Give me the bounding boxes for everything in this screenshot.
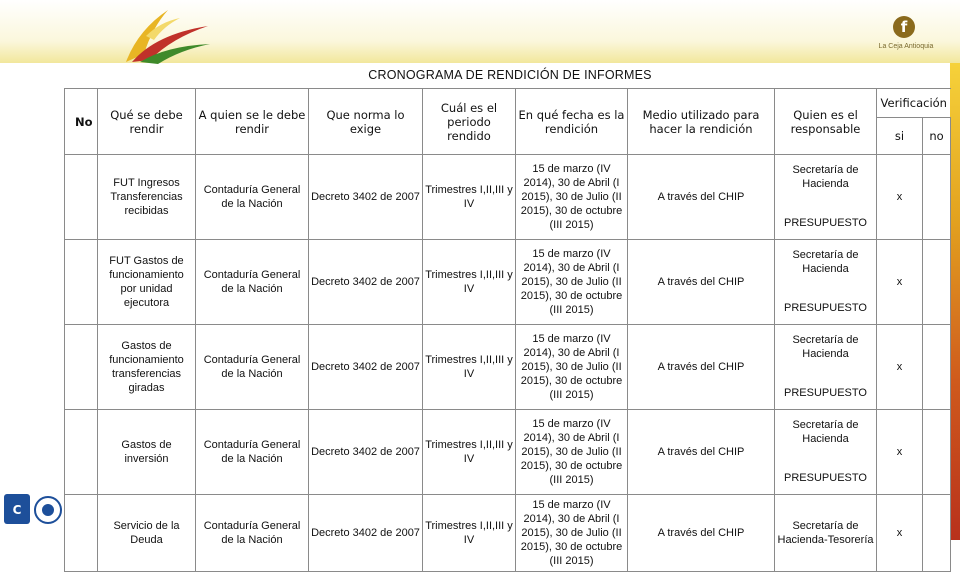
col-header-responsable: Quien es el responsable	[775, 89, 877, 155]
header-banner	[0, 0, 960, 63]
responsable-area: PRESUPUESTO	[784, 472, 867, 484]
cell-quien: Contaduría General de la Nación	[196, 155, 309, 240]
cell-no	[65, 240, 98, 325]
col-header-fecha: En qué fecha es la rendición	[516, 89, 628, 155]
col-header-si: si	[877, 118, 923, 155]
cell-si: x	[877, 325, 923, 410]
cell-si: x	[877, 240, 923, 325]
cell-periodo: Trimestres I,II,III y IV	[423, 410, 516, 495]
svg-text:C: C	[12, 503, 22, 517]
logo-icon	[110, 4, 220, 66]
cell-responsable	[775, 155, 877, 240]
cell-si: x	[877, 155, 923, 240]
cell-que: FUT Gastos de funcionamiento por unidad ejecutora	[98, 240, 196, 325]
cell-fecha: 15 de marzo (IV 2014), 30 de Abril (I 2015), 30 de Julio (II 2015), 30 de octubre (III 2015)	[516, 240, 628, 325]
cell-responsable: Secretaría de Hacienda-Tesorería	[775, 495, 877, 572]
table-row	[65, 155, 951, 240]
certification-seals-icon	[2, 486, 64, 540]
cell-norma: Decreto 3402 de 2007	[309, 240, 423, 325]
col-header-verificacion: Verificación	[877, 89, 951, 118]
cell-quien: Contaduría General de la Nación	[196, 240, 309, 325]
col-header-no-verif: no	[923, 118, 951, 155]
cell-norma: Decreto 3402 de 2007	[309, 155, 423, 240]
cell-norma: Decreto 3402 de 2007	[309, 495, 423, 572]
cell-responsable	[775, 325, 877, 410]
cell-no	[65, 155, 98, 240]
cell-que: FUT Ingresos Transferencias recibidas	[98, 155, 196, 240]
col-header-quien: A quien se le debe rendir	[196, 89, 309, 155]
cell-no-verif	[923, 495, 951, 572]
cell-si: x	[877, 495, 923, 572]
brand-caption: La Ceja Antioquia	[878, 43, 934, 50]
page-title: CRONOGRAMA DE RENDICIÓN DE INFORMES	[368, 68, 652, 82]
responsable-text: Secretaría de Hacienda	[792, 164, 859, 190]
cell-no-verif	[923, 240, 951, 325]
cell-periodo: Trimestres I,II,III y IV	[423, 240, 516, 325]
cell-quien: Contaduría General de la Nación	[196, 410, 309, 495]
cell-no	[65, 410, 98, 495]
responsable-area: PRESUPUESTO	[784, 387, 867, 399]
facebook-icon[interactable]: f	[893, 16, 915, 38]
table-row	[65, 495, 951, 572]
cell-fecha: 15 de marzo (IV 2014), 30 de Abril (I 2015), 30 de Julio (II 2015), 30 de octubre (III 2015)	[516, 410, 628, 495]
cell-que: Servicio de la Deuda	[98, 495, 196, 572]
col-header-periodo: Cuál es el periodo rendido	[423, 89, 516, 155]
cell-no-verif	[923, 325, 951, 410]
table-row	[65, 410, 951, 495]
table-row	[65, 240, 951, 325]
cell-fecha: 15 de marzo (IV 2014), 30 de Abril (I 2015), 30 de Julio (II 2015), 30 de octubre (III 2015)	[516, 325, 628, 410]
cell-medio: A través del CHIP	[628, 155, 775, 240]
cell-norma: Decreto 3402 de 2007	[309, 325, 423, 410]
responsable-text: Secretaría de Hacienda	[792, 334, 859, 360]
cell-medio: A través del CHIP	[628, 495, 775, 572]
cell-que: Gastos de funcionamiento transferencias giradas	[98, 325, 196, 410]
cell-que: Gastos de inversión	[98, 410, 196, 495]
cell-responsable	[775, 240, 877, 325]
cell-no	[65, 325, 98, 410]
cell-periodo: Trimestres I,II,III y IV	[423, 155, 516, 240]
cell-fecha: 15 de marzo (IV 2014), 30 de Abril (I 2015), 30 de Julio (II 2015), 30 de octubre (III 2015)	[516, 495, 628, 572]
cell-medio: A través del CHIP	[628, 325, 775, 410]
cell-no	[65, 495, 98, 572]
cell-medio: A través del CHIP	[628, 240, 775, 325]
cell-medio: A través del CHIP	[628, 410, 775, 495]
col-header-norma: Que norma lo exige	[309, 89, 423, 155]
cell-fecha: 15 de marzo (IV 2014), 30 de Abril (I 2015), 30 de Julio (II 2015), 30 de octubre (III 2015)	[516, 155, 628, 240]
decorative-strip	[950, 63, 960, 540]
cell-quien: Contaduría General de la Nación	[196, 495, 309, 572]
col-header-que: Qué se debe rendir	[98, 89, 196, 155]
cell-responsable	[775, 410, 877, 495]
cell-norma: Decreto 3402 de 2007	[309, 410, 423, 495]
col-header-medio: Medio utilizado para hacer la rendición	[628, 89, 775, 155]
cell-no-verif	[923, 155, 951, 240]
responsable-area: PRESUPUESTO	[784, 302, 867, 314]
col-header-no: No	[65, 89, 98, 155]
cell-periodo: Trimestres I,II,III y IV	[423, 325, 516, 410]
cell-no-verif	[923, 410, 951, 495]
table-row	[65, 325, 951, 410]
cell-si: x	[877, 410, 923, 495]
schedule-table-wrap	[64, 88, 950, 572]
responsable-text: Secretaría de Hacienda	[792, 419, 859, 445]
cell-periodo: Trimestres I,II,III y IV	[423, 495, 516, 572]
responsable-text: Secretaría de Hacienda	[792, 249, 859, 275]
cell-quien: Contaduría General de la Nación	[196, 325, 309, 410]
responsable-area: PRESUPUESTO	[784, 217, 867, 229]
schedule-table	[64, 88, 951, 572]
